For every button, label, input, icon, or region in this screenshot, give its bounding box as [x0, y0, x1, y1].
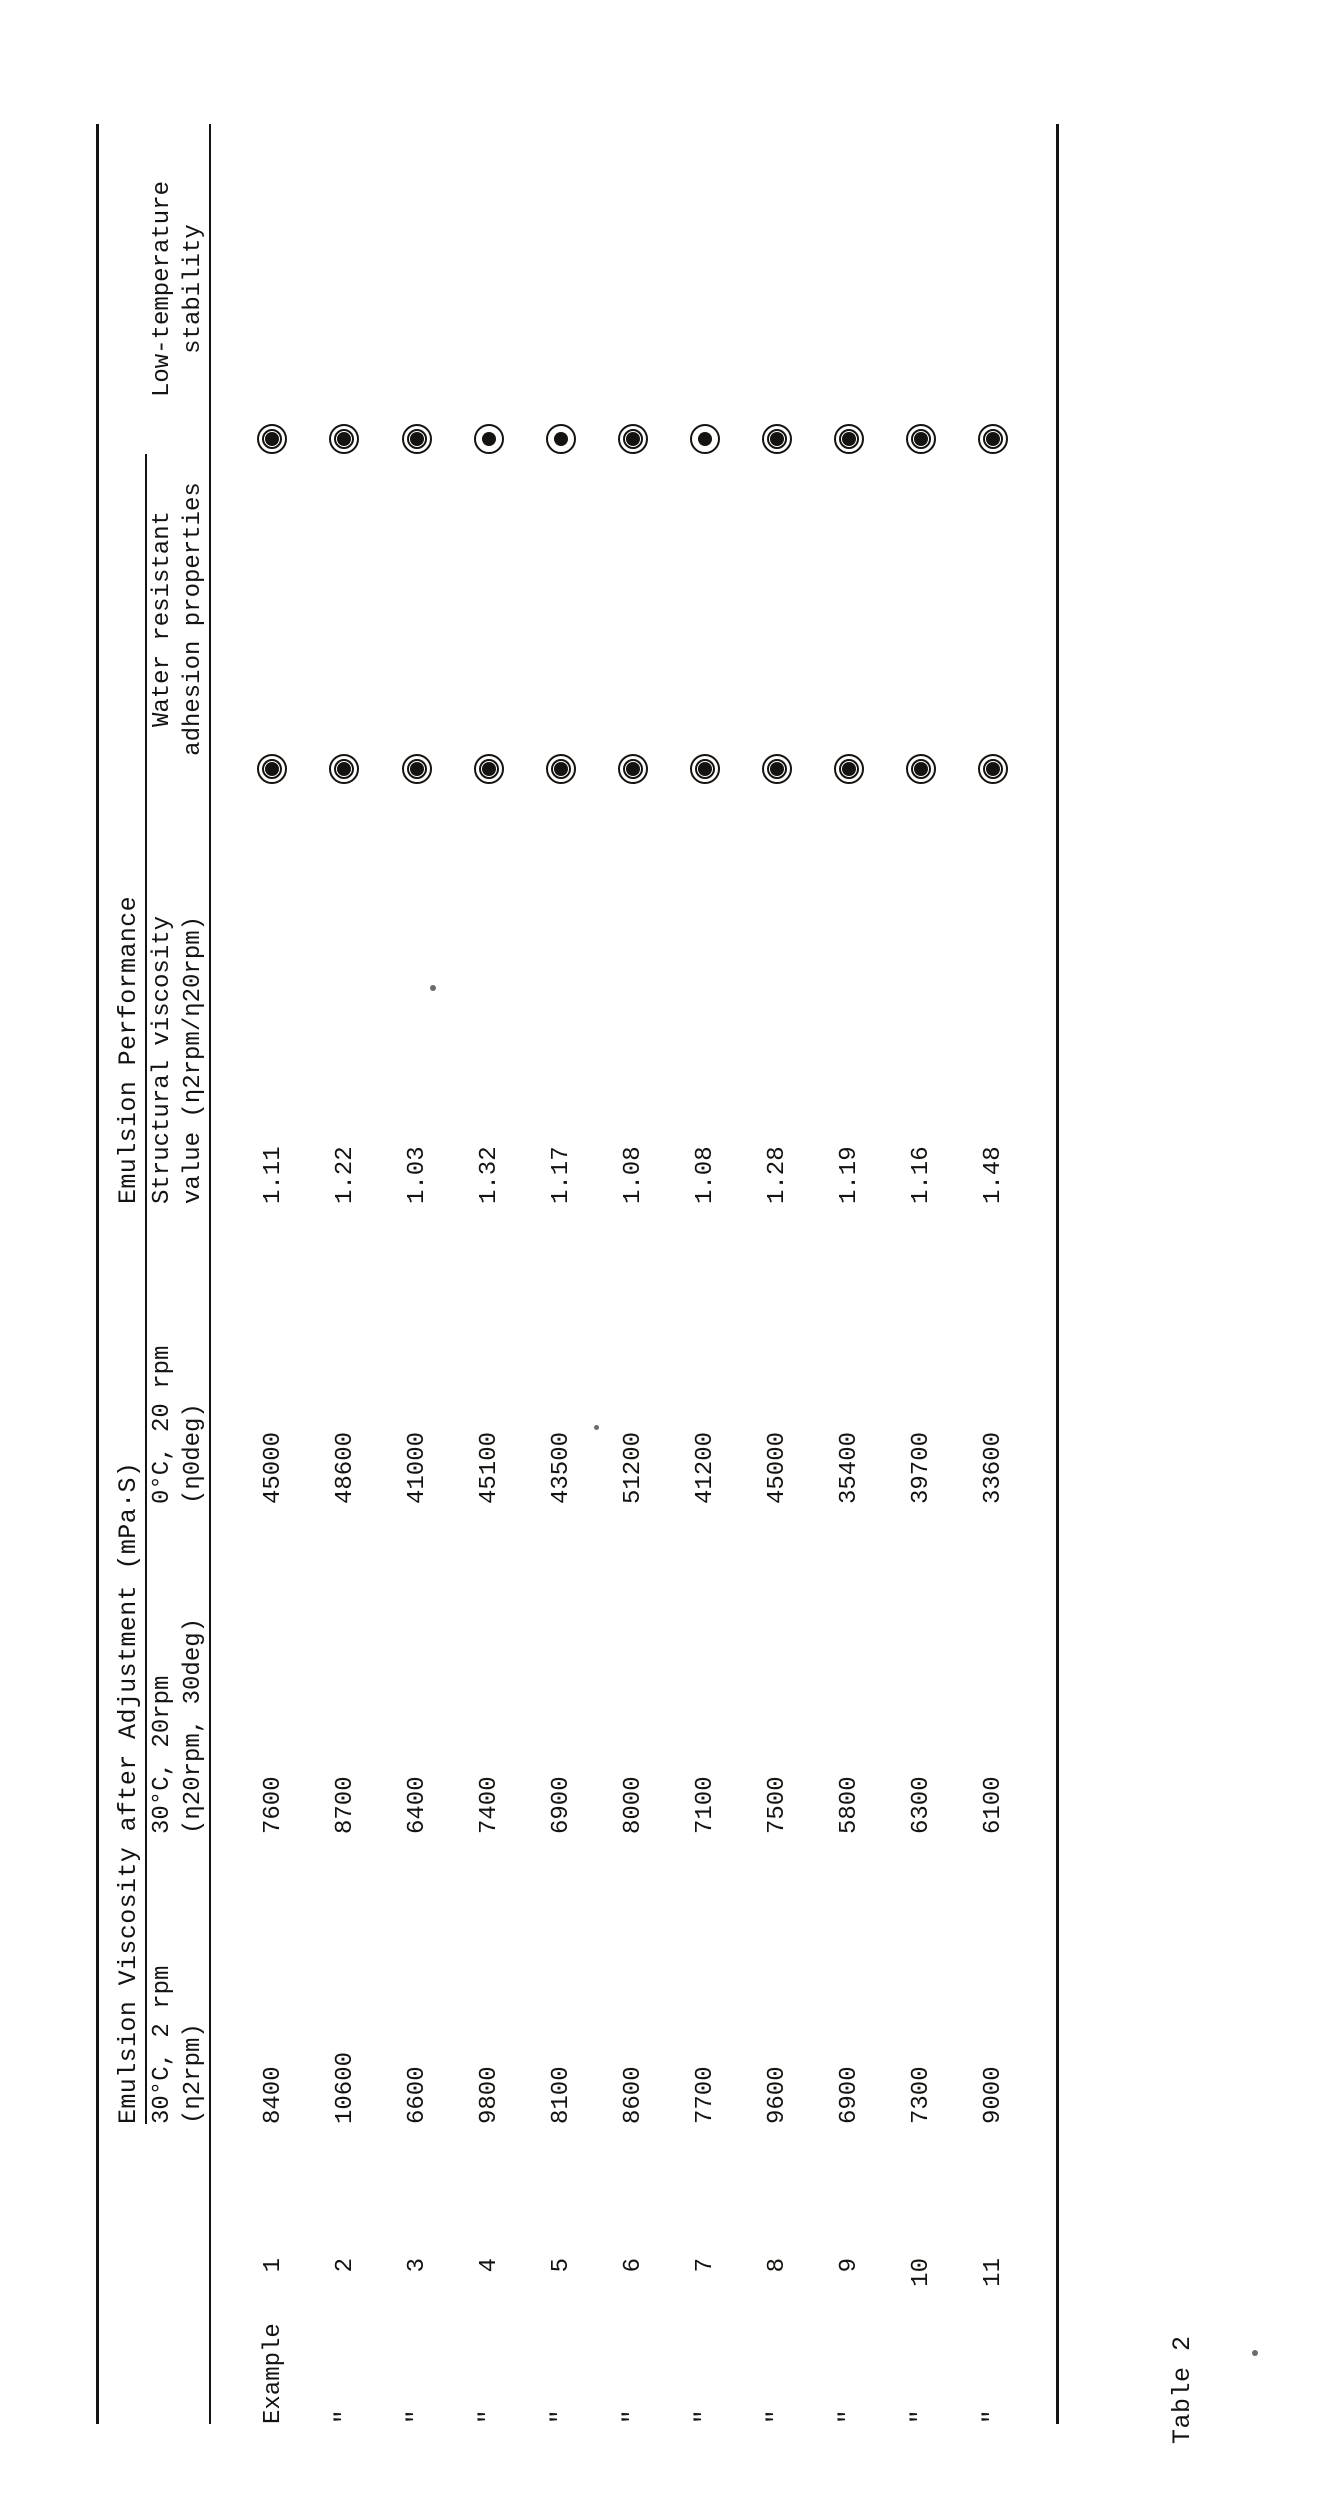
cell-water_resist — [237, 454, 309, 784]
circle-icon — [690, 424, 720, 454]
cell-v0_20rpm: 41200 — [692, 1431, 720, 1504]
group-header-row — [113, 124, 146, 2424]
cell-low_temp — [670, 124, 742, 454]
row-label — [237, 2124, 309, 2424]
cell-structural: 1.19 — [836, 1146, 864, 1204]
symbol-center-dot — [914, 762, 928, 776]
spacer — [99, 124, 113, 2424]
row-label-number: 10 — [908, 2258, 936, 2287]
cell-water_resist — [742, 454, 814, 784]
double-circle-icon — [762, 424, 792, 454]
double-circle-icon — [329, 424, 359, 454]
cell-v0_20rpm: 39700 — [908, 1431, 936, 1504]
rule — [1030, 124, 1058, 2424]
row-label-prefix: " — [764, 2409, 792, 2424]
cell-low_temp — [237, 124, 309, 454]
double-circle-icon — [906, 424, 936, 454]
cell-water_resist — [454, 454, 526, 784]
table-row — [814, 124, 886, 2424]
cell-structural: 1.22 — [331, 1146, 359, 1204]
cell-water_resist — [958, 454, 1030, 784]
table-row — [742, 124, 814, 2424]
double-circle-icon — [402, 424, 432, 454]
row-label — [598, 2124, 670, 2424]
row-label-prefix: " — [547, 2409, 575, 2424]
cell-v30_20rpm: 7400 — [475, 1776, 503, 1834]
data-table — [96, 124, 1059, 2424]
symbol-center-dot — [914, 432, 928, 446]
symbol-center-dot — [554, 432, 568, 446]
double-circle-icon — [834, 424, 864, 454]
cell-v30_2rpm: 8400 — [259, 2066, 287, 2124]
double-circle-icon — [618, 424, 648, 454]
rule — [99, 124, 113, 2424]
column-header-v0_20rpm: 0°C, 20 rpm (η0deg) — [149, 1345, 208, 1504]
cell-low_temp — [309, 124, 381, 454]
double-circle-icon — [834, 754, 864, 784]
table-row — [454, 124, 526, 2424]
row-label-number: 9 — [836, 2258, 864, 2273]
double-circle-icon — [329, 754, 359, 784]
column-header-low_temp: Low-temperature stability — [149, 180, 208, 398]
row-label-prefix: " — [980, 2409, 1008, 2424]
symbol-center-dot — [842, 432, 856, 446]
symbol-center-dot — [698, 762, 712, 776]
cell-v0_20rpm: 45000 — [764, 1431, 792, 1504]
table-caption: Table 2 — [1168, 2335, 1197, 2444]
column-header-label — [146, 2124, 210, 2424]
row-label-prefix: " — [403, 2409, 431, 2424]
double-circle-icon — [474, 754, 504, 784]
cell-v30_2rpm: 9000 — [980, 2066, 1008, 2124]
symbol-center-dot — [986, 432, 1000, 446]
cell-water_resist — [670, 454, 742, 784]
double-circle-icon — [257, 424, 287, 454]
cell-v30_20rpm: 6300 — [908, 1776, 936, 1834]
symbol-center-dot — [770, 762, 784, 776]
cell-low_temp — [382, 124, 454, 454]
cell-low_temp — [598, 124, 670, 454]
scan-speck — [1252, 2350, 1258, 2356]
symbol-center-dot — [986, 762, 1000, 776]
row-label-number: 4 — [475, 2258, 503, 2273]
table-bottom-rule — [1058, 124, 1060, 2424]
cell-v30_20rpm: 7500 — [764, 1776, 792, 1834]
row-label-prefix: Example — [259, 2323, 287, 2424]
cell-structural: 1.32 — [475, 1146, 503, 1204]
cell-low_temp — [958, 124, 1030, 454]
cell-v30_20rpm: 6900 — [547, 1776, 575, 1834]
cell-v30_2rpm: 9600 — [764, 2066, 792, 2124]
double-circle-icon — [978, 754, 1008, 784]
circle-icon — [474, 424, 504, 454]
symbol-center-dot — [626, 762, 640, 776]
cell-low_temp — [814, 124, 886, 454]
cell-low_temp — [454, 124, 526, 454]
row-label-number: 5 — [547, 2258, 575, 2273]
double-circle-icon — [257, 754, 287, 784]
row-label-number: 3 — [403, 2258, 431, 2273]
cell-low_temp — [886, 124, 958, 454]
symbol-center-dot — [842, 762, 856, 776]
double-circle-icon — [690, 754, 720, 784]
spacer — [1030, 124, 1058, 2424]
cell-v0_20rpm: 43500 — [547, 1431, 575, 1504]
cell-low_temp — [526, 124, 598, 454]
cell-structural: 1.08 — [692, 1146, 720, 1204]
cell-low_temp — [742, 124, 814, 454]
cell-v30_2rpm: 8600 — [620, 2066, 648, 2124]
cell-v30_20rpm: 7100 — [692, 1776, 720, 1834]
cell-water_resist — [526, 454, 598, 784]
table-row — [598, 124, 670, 2424]
double-circle-icon — [762, 754, 792, 784]
column-header-v30_2rpm: 30°C, 2 rpm (η2rpm) — [149, 1965, 208, 2124]
symbol-center-dot — [626, 432, 640, 446]
symbol-center-dot — [482, 762, 496, 776]
column-header-row — [146, 124, 210, 2424]
row-label-number: 2 — [331, 2258, 359, 2273]
cell-v30_2rpm: 6900 — [836, 2066, 864, 2124]
double-circle-icon — [402, 754, 432, 784]
spacer — [211, 124, 237, 2424]
row-label-prefix: " — [908, 2409, 936, 2424]
column-header-water_resist: Water resistant adhesion properties — [149, 482, 208, 756]
cell-v0_20rpm: 45000 — [259, 1431, 287, 1504]
row-label-prefix: " — [692, 2409, 720, 2424]
cell-water_resist — [886, 454, 958, 784]
double-circle-icon — [978, 424, 1008, 454]
double-circle-icon — [618, 754, 648, 784]
row-label-prefix: " — [836, 2409, 864, 2424]
symbol-center-dot — [554, 762, 568, 776]
cell-structural: 1.17 — [547, 1146, 575, 1204]
row-label — [958, 2124, 1030, 2424]
cell-water_resist — [814, 454, 886, 784]
cell-v30_2rpm: 8100 — [547, 2066, 575, 2124]
cell-structural: 1.11 — [259, 1146, 287, 1204]
symbol-center-dot — [410, 432, 424, 446]
row-label — [742, 2124, 814, 2424]
table-row — [886, 124, 958, 2424]
double-circle-icon — [546, 754, 576, 784]
cell-water_resist — [309, 454, 381, 784]
cell-water_resist — [598, 454, 670, 784]
cell-v0_20rpm: 33600 — [980, 1431, 1008, 1504]
symbol-center-dot — [482, 432, 496, 446]
row-label — [309, 2124, 381, 2424]
row-label — [454, 2124, 526, 2424]
cell-v30_20rpm: 7600 — [259, 1776, 287, 1834]
group-header-spacer — [113, 2124, 146, 2424]
row-label — [670, 2124, 742, 2424]
row-label-number: 8 — [764, 2258, 792, 2273]
circle-icon — [546, 424, 576, 454]
table-row — [382, 124, 454, 2424]
symbol-center-dot — [410, 762, 424, 776]
rule — [1058, 124, 1060, 2424]
cell-v0_20rpm: 41000 — [403, 1431, 431, 1504]
cell-v30_20rpm: 6100 — [980, 1776, 1008, 1834]
row-label-number: 7 — [692, 2258, 720, 2273]
table-row — [670, 124, 742, 2424]
cell-structural: 1.48 — [980, 1146, 1008, 1204]
cell-v30_20rpm: 8700 — [331, 1776, 359, 1834]
column-header-v30_20rpm: 30°C, 20rpm (η20rpm, 30deg) — [149, 1617, 208, 1834]
group-header-viscosity: Emulsion Viscosity after Adjustment (mPa·S) — [113, 1204, 146, 2124]
row-label — [886, 2124, 958, 2424]
table-row — [958, 124, 1030, 2424]
table-row — [309, 124, 381, 2424]
cell-structural: 1.28 — [764, 1146, 792, 1204]
row-label — [814, 2124, 886, 2424]
group-header-performance: Emulsion Performance — [113, 454, 146, 1204]
cell-v0_20rpm: 48600 — [331, 1431, 359, 1504]
row-label-prefix: " — [475, 2409, 503, 2424]
table-row — [526, 124, 598, 2424]
cell-v0_20rpm: 51200 — [620, 1431, 648, 1504]
column-header-structural: Structural viscosity value (η2rpm/η20rpm) — [149, 915, 208, 1204]
cell-structural: 1.16 — [908, 1146, 936, 1204]
row-label — [526, 2124, 598, 2424]
cell-v30_2rpm: 6600 — [403, 2066, 431, 2124]
row-label-number: 1 — [259, 2258, 287, 2273]
cell-v30_20rpm: 8000 — [620, 1776, 648, 1834]
cell-v30_20rpm: 6400 — [403, 1776, 431, 1834]
cell-structural: 1.03 — [403, 1146, 431, 1204]
row-label — [382, 2124, 454, 2424]
cell-v0_20rpm: 45100 — [475, 1431, 503, 1504]
cell-v30_2rpm: 9800 — [475, 2066, 503, 2124]
table-row — [237, 124, 309, 2424]
row-label-number: 6 — [620, 2258, 648, 2273]
row-label-prefix: " — [331, 2409, 359, 2424]
symbol-center-dot — [770, 432, 784, 446]
cell-v30_20rpm: 5800 — [836, 1776, 864, 1834]
row-label-prefix: " — [620, 2409, 648, 2424]
double-circle-icon — [906, 754, 936, 784]
row-label-number: 11 — [980, 2258, 1008, 2287]
cell-v0_20rpm: 35400 — [836, 1431, 864, 1504]
table-wrapper — [96, 124, 1059, 2424]
cell-v30_2rpm: 10600 — [331, 2051, 359, 2124]
symbol-center-dot — [698, 432, 712, 446]
rule — [211, 124, 237, 2424]
cell-v30_2rpm: 7700 — [692, 2066, 720, 2124]
cell-structural: 1.08 — [620, 1146, 648, 1204]
cell-water_resist — [382, 454, 454, 784]
cell-v30_2rpm: 7300 — [908, 2066, 936, 2124]
